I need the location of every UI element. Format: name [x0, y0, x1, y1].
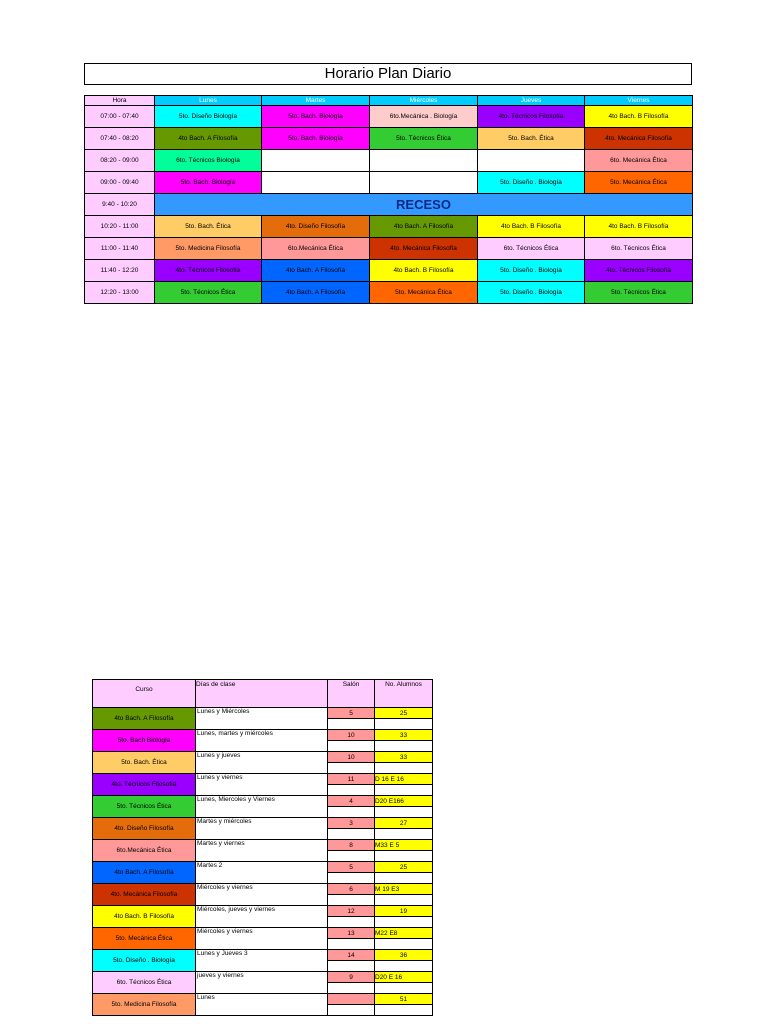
course-cell: 4to. Diseño Filosofía [93, 818, 196, 840]
class-cell: 5to. Diseño . Biología [478, 172, 585, 194]
salon-blank-cell [328, 961, 375, 972]
time-slot: 08:20 - 09:00 [85, 150, 155, 172]
course-cell: 5to. Bach. Ética [93, 752, 196, 774]
class-cell: 5to. Mecánica Ética [585, 172, 693, 194]
class-cell: 5to. Técnicos Ética [370, 128, 478, 150]
class-cell: 4to Bach. B Filosofía [585, 106, 693, 128]
schedule-table [84, 95, 693, 304]
course-cell: 4to Bach. B Filosofía [93, 906, 196, 928]
alumnos-blank-cell [375, 983, 433, 994]
header-day: Miércoles [370, 96, 478, 106]
salon-blank-cell [328, 829, 375, 840]
alumnos-cell: 25 [375, 862, 433, 873]
summary-row [93, 950, 433, 961]
receso-label: RECESO [155, 194, 693, 216]
class-cell [478, 150, 585, 172]
salon-cell: 10 [328, 730, 375, 741]
salon-cell: 13 [328, 928, 375, 939]
class-cell: 4to Bach. A Filosofía [262, 260, 370, 282]
alumnos-blank-cell [375, 961, 433, 972]
summary-row [93, 906, 433, 917]
alumnos-blank-cell [375, 741, 433, 752]
header-day: Viernes [585, 96, 693, 106]
header-hora: Hora [85, 96, 155, 106]
schedule-row [85, 128, 693, 150]
time-slot: 12:20 - 13:00 [85, 282, 155, 304]
class-cell: 5to. Técnicos Ética [585, 282, 693, 304]
class-cell: 6to. Técnicos Ética [478, 238, 585, 260]
schedule-row [85, 172, 693, 194]
summary-header-cell: Días de clase [196, 680, 328, 708]
summary-row [93, 928, 433, 939]
class-cell: 4to Bach. A Filosofía [155, 128, 262, 150]
salon-blank-cell [328, 851, 375, 862]
course-cell: 4to Bach. A Filosofía [93, 708, 196, 730]
time-slot: 9:40 - 10:20 [85, 194, 155, 216]
time-slot: 07:00 - 07:40 [85, 106, 155, 128]
summary-row [93, 708, 433, 719]
salon-cell: 10 [328, 752, 375, 763]
time-slot: 11:00 - 11:40 [85, 238, 155, 260]
alumnos-cell: 51 [375, 994, 433, 1005]
class-cell: 6to.Mecánica . Biología [370, 106, 478, 128]
time-slot: 07:40 - 08:20 [85, 128, 155, 150]
summary-row [93, 972, 433, 983]
salon-blank-cell [328, 917, 375, 928]
class-cell: 6to. Técnicos Biología [155, 150, 262, 172]
alumnos-blank-cell [375, 807, 433, 818]
class-cell: 4to Bach. B Filosofía [370, 260, 478, 282]
alumnos-blank-cell [375, 851, 433, 862]
class-cell: 4to Bach. B Filosofía [478, 216, 585, 238]
course-cell: 6to.Mecánica Ética [93, 840, 196, 862]
alumnos-blank-cell [375, 873, 433, 884]
class-cell: 5to. Bach. Ética [478, 128, 585, 150]
header-day: Lunes [155, 96, 262, 106]
salon-blank-cell [328, 785, 375, 796]
salon-cell: 11 [328, 774, 375, 785]
class-cell: 5to. Técnicos Ética [155, 282, 262, 304]
summary-row [93, 752, 433, 763]
alumnos-blank-cell [375, 917, 433, 928]
summary-row [93, 730, 433, 741]
days-cell: Lunes [196, 994, 328, 1016]
alumnos-cell: 36 [375, 950, 433, 961]
alumnos-cell: M 19 E3 [375, 884, 433, 895]
course-cell: 5to. Medicina Filosofía [93, 994, 196, 1016]
days-cell: Martes y miércoles [196, 818, 328, 840]
class-cell [370, 172, 478, 194]
class-cell: 5to. Bach. Biología [262, 128, 370, 150]
salon-blank-cell [328, 873, 375, 884]
salon-cell: 3 [328, 818, 375, 829]
course-cell: 5to. Mecánica Ética [93, 928, 196, 950]
class-cell: 5to. Mecánica Ética [370, 282, 478, 304]
salon-cell: 12 [328, 906, 375, 917]
days-cell: Lunes, martes y miércoles [196, 730, 328, 752]
salon-blank-cell [328, 719, 375, 730]
alumnos-blank-cell [375, 719, 433, 730]
summary-row [93, 994, 433, 1005]
class-cell: 5to. Medicina Filosofía [155, 238, 262, 260]
summary-header-row [93, 680, 433, 708]
days-cell: Lunes y viernes [196, 774, 328, 796]
alumnos-blank-cell [375, 763, 433, 774]
class-cell: 6to.Mecánica Ética [262, 238, 370, 260]
days-cell: Lunes, Miercoles y Viernes [196, 796, 328, 818]
salon-blank-cell [328, 741, 375, 752]
summary-header-cell: Salón [328, 680, 375, 708]
salon-cell: 6 [328, 884, 375, 895]
salon-cell: 8 [328, 840, 375, 851]
course-cell: 5to. Técnicos Ética [93, 796, 196, 818]
schedule-header-row [85, 96, 693, 106]
class-cell [262, 172, 370, 194]
alumnos-cell: 25 [375, 708, 433, 719]
alumnos-cell: D20 E166 [375, 796, 433, 807]
alumnos-blank-cell [375, 895, 433, 906]
summary-row [93, 884, 433, 895]
salon-cell [328, 994, 375, 1005]
salon-blank-cell [328, 983, 375, 994]
header-day: Jueves [478, 96, 585, 106]
class-cell [370, 150, 478, 172]
class-cell [262, 150, 370, 172]
course-cell: 4to. Técnicos Filosofía [93, 774, 196, 796]
header-day: Martes [262, 96, 370, 106]
days-cell: Miércoles, jueves y viernes [196, 906, 328, 928]
summary-row [93, 796, 433, 807]
schedule-row [85, 106, 693, 128]
days-cell: Miércoles y viernes [196, 884, 328, 906]
salon-cell: 9 [328, 972, 375, 983]
alumnos-blank-cell [375, 785, 433, 796]
alumnos-blank-cell [375, 939, 433, 950]
salon-blank-cell [328, 807, 375, 818]
time-slot: 11:40 - 12:20 [85, 260, 155, 282]
schedule-row [85, 260, 693, 282]
salon-cell: 5 [328, 708, 375, 719]
days-cell: jueves y viernes [196, 972, 328, 994]
salon-cell: 4 [328, 796, 375, 807]
schedule-row [85, 216, 693, 238]
days-cell: Lunes y Jueves 3 [196, 950, 328, 972]
class-cell: 5to. Diseño Biología [155, 106, 262, 128]
class-cell: 5to. Diseño . Biología [478, 282, 585, 304]
salon-blank-cell [328, 763, 375, 774]
schedule-row [85, 238, 693, 260]
days-cell: Martes 2 [196, 862, 328, 884]
salon-blank-cell [328, 1005, 375, 1016]
receso-row [85, 194, 693, 216]
alumnos-cell: M33 E 5 [375, 840, 433, 851]
alumnos-cell: 19 [375, 906, 433, 917]
alumnos-cell: 33 [375, 730, 433, 741]
class-cell: 4to Bach. B Filosofía [585, 216, 693, 238]
days-cell: Lunes y jueves [196, 752, 328, 774]
class-cell: 5to. Bach. Ética [155, 216, 262, 238]
course-cell: 4to Bach. A Filosofía [93, 862, 196, 884]
class-cell: 4to. Técnicos Filosofía [478, 106, 585, 128]
summary-header-cell: No. Alumnos [375, 680, 433, 708]
course-cell: 5to. Bach Biología [93, 730, 196, 752]
salon-cell: 5 [328, 862, 375, 873]
alumnos-cell: M22 E8 [375, 928, 433, 939]
class-cell: 6to. Técnicos Ética [585, 238, 693, 260]
class-cell: 4to Bach. A Filosofía [262, 282, 370, 304]
class-cell: 5to. Bach. Biología [262, 106, 370, 128]
summary-row [93, 774, 433, 785]
time-slot: 09:00 - 09:40 [85, 172, 155, 194]
class-cell: 4to. Mecánica Filosofía [585, 128, 693, 150]
page-title: Horario Plan Diario [84, 63, 692, 85]
days-cell: Martes y viernes [196, 840, 328, 862]
summary-table [92, 679, 433, 1016]
salon-cell: 14 [328, 950, 375, 961]
class-cell: 5to. Bach. Biología [155, 172, 262, 194]
course-cell: 4to. Mecánica Filosofía [93, 884, 196, 906]
summary-row [93, 840, 433, 851]
course-cell: 6to. Técnicos Ética [93, 972, 196, 994]
alumnos-cell: D 16 E 16 [375, 774, 433, 785]
class-cell: 6to. Mecánica Ética [585, 150, 693, 172]
class-cell: 4to. Técnicos Filosofía [155, 260, 262, 282]
course-cell: 5to. Diseño . Biología [93, 950, 196, 972]
class-cell: 4to Bach. A Filosofía [370, 216, 478, 238]
alumnos-cell: 27 [375, 818, 433, 829]
alumnos-blank-cell [375, 829, 433, 840]
summary-row [93, 862, 433, 873]
class-cell: 5to. Diseño . Biología [478, 260, 585, 282]
salon-blank-cell [328, 895, 375, 906]
schedule-row [85, 282, 693, 304]
summary-header-cell: Curso [93, 680, 196, 708]
days-cell: Lunes y Miércoles [196, 708, 328, 730]
class-cell: 4to. Diseño Filosofía [262, 216, 370, 238]
alumnos-blank-cell [375, 1005, 433, 1016]
salon-blank-cell [328, 939, 375, 950]
days-cell: Miércoles y viernes [196, 928, 328, 950]
alumnos-cell: D20 E 16 [375, 972, 433, 983]
class-cell: 4to. Mecánica Filosofía [370, 238, 478, 260]
time-slot: 10:20 - 11:00 [85, 216, 155, 238]
schedule-row [85, 150, 693, 172]
summary-row [93, 818, 433, 829]
class-cell: 4to. Técnicos Filosofía [585, 260, 693, 282]
alumnos-cell: 33 [375, 752, 433, 763]
